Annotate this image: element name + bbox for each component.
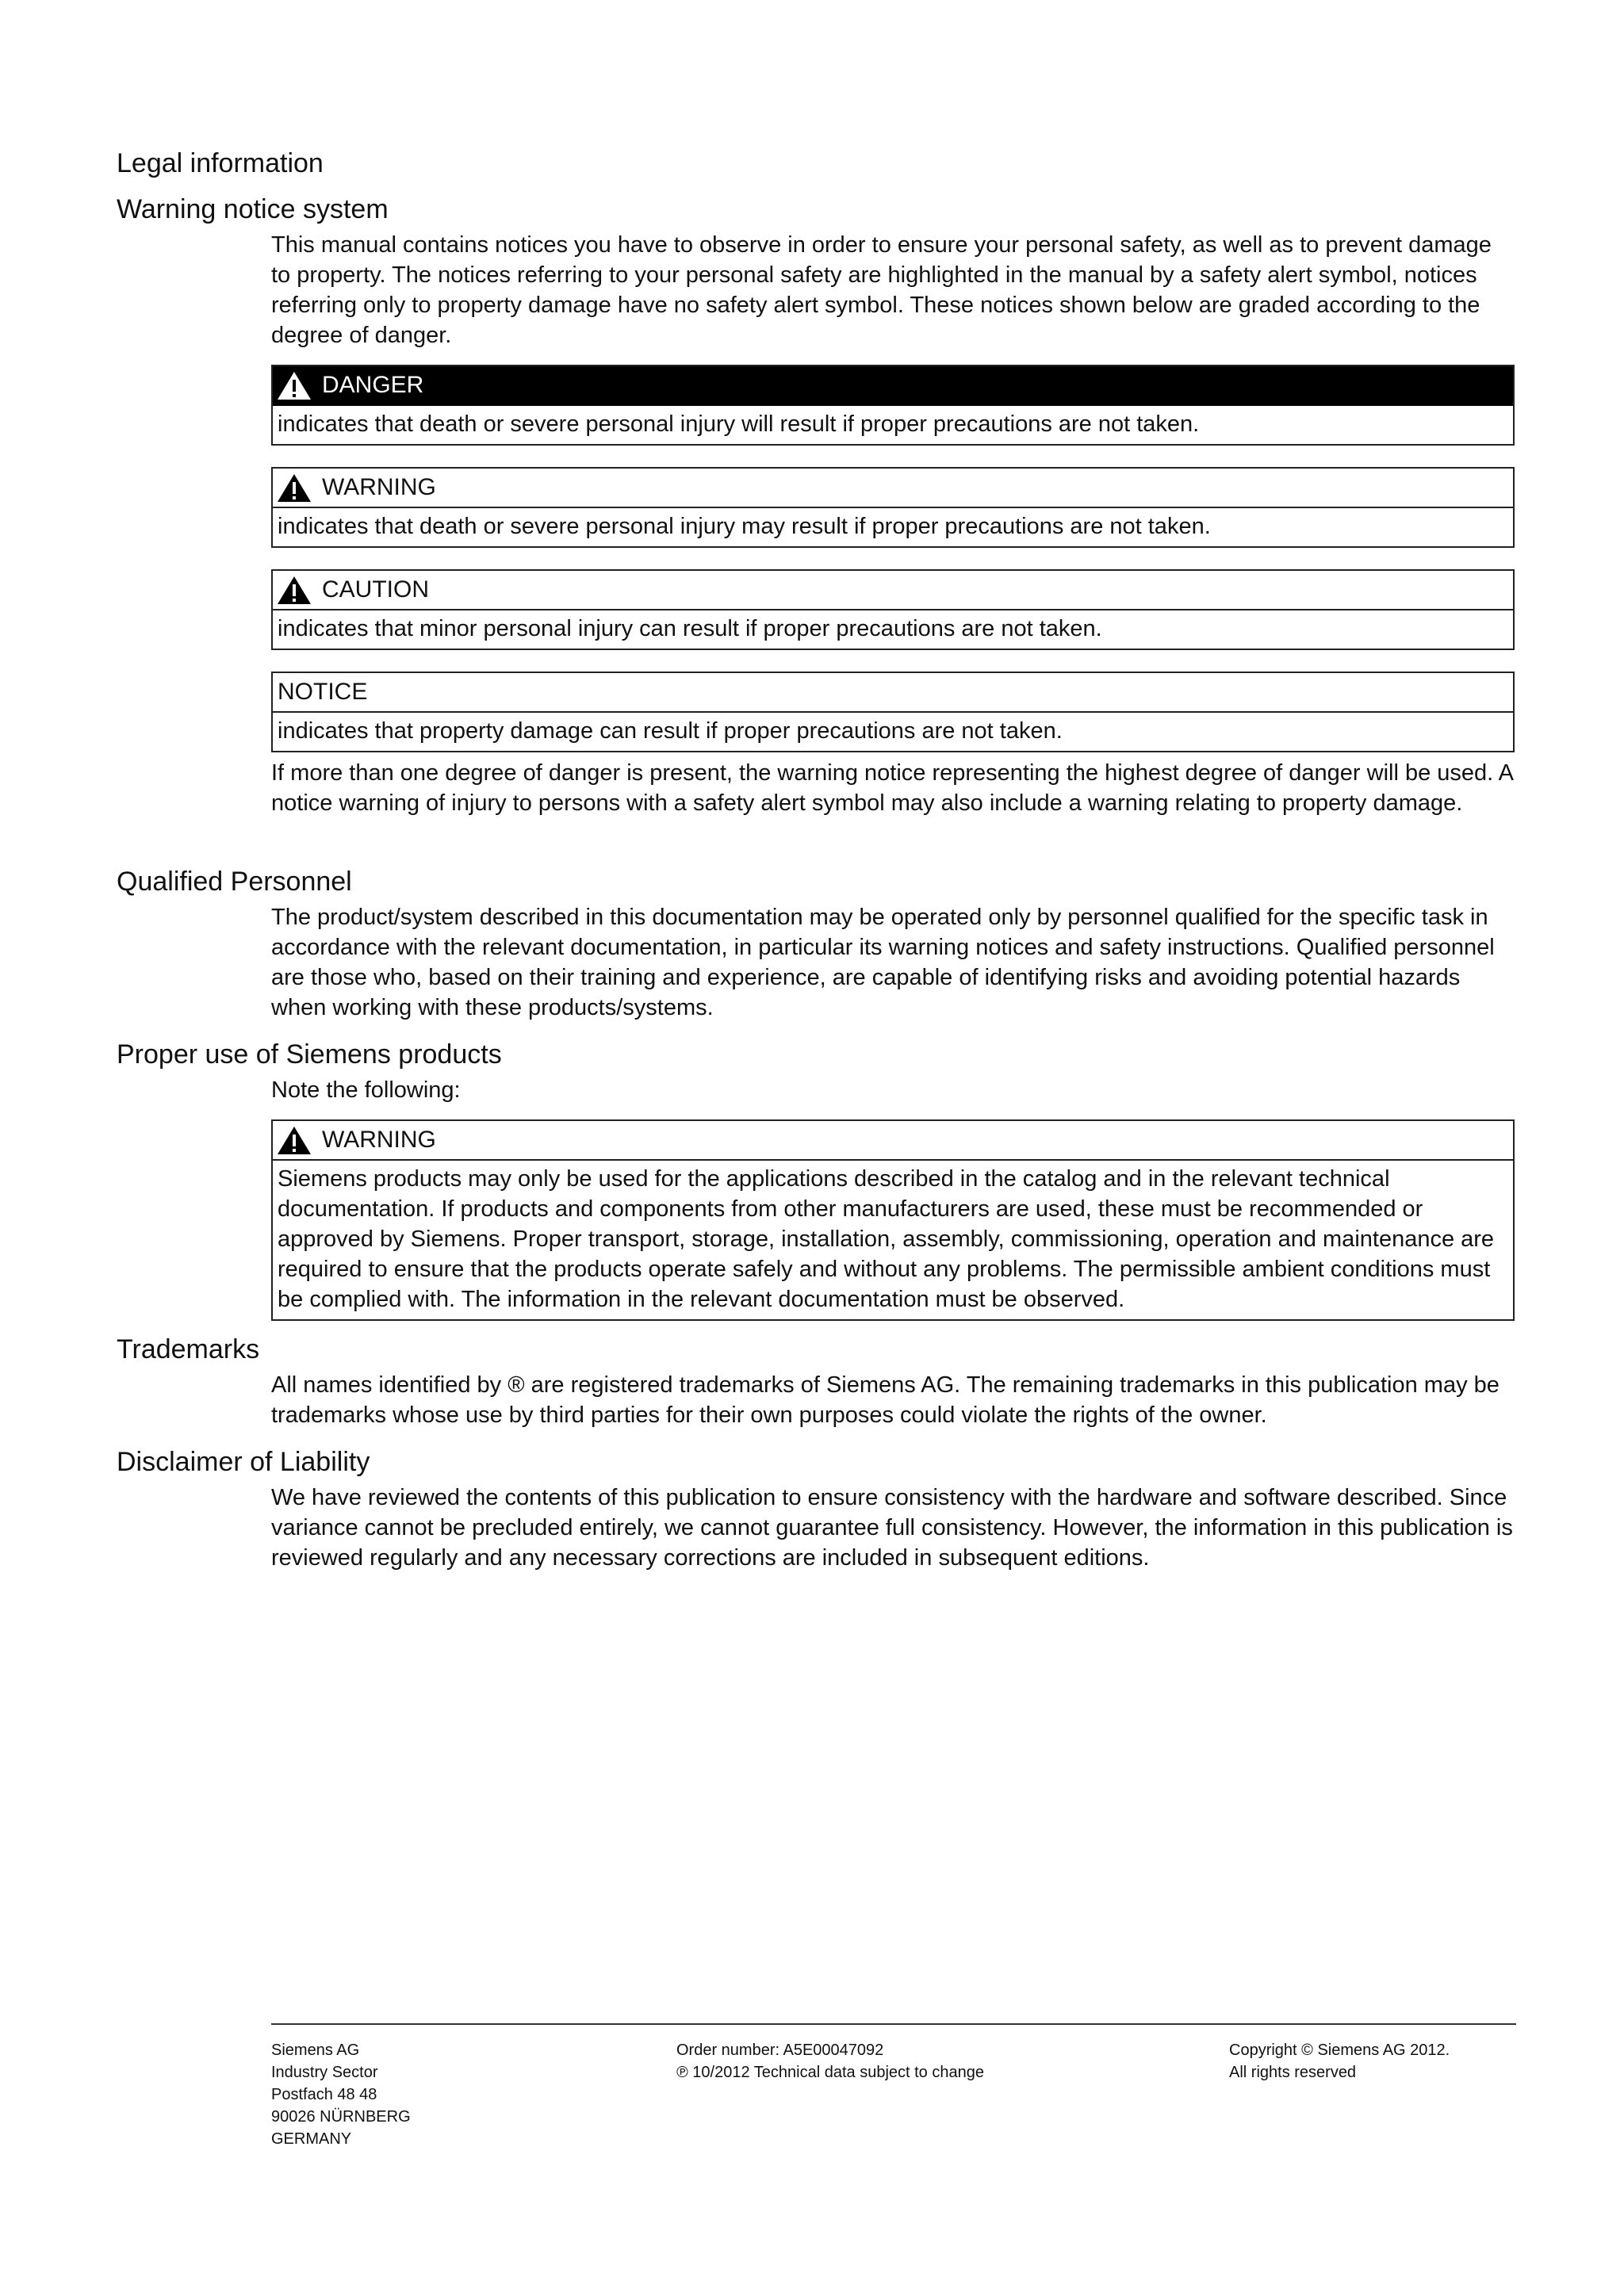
- danger-notice-header: [273, 366, 1513, 406]
- caution-text: indicates that minor personal injury can result if proper precautions are not taken.: [278, 616, 1102, 641]
- warning-system-heading: Warning notice system: [117, 194, 389, 224]
- proper-use-note: Note the following:: [271, 1077, 461, 1103]
- footer-order-line: ℗ 10/2012 Technical data subject to change: [676, 2064, 984, 2081]
- danger-label: DANGER: [322, 372, 424, 398]
- notice-notice-header: [273, 673, 1513, 713]
- disclaimer-text: We have reviewed the contents of this publication to ensure consistency with the hardware and software described. Since variance cannot be precluded entirely, we cannot guarantee full consistency. However, the information in this publication is reviewed regularly and any necessary corrections are included in subsequent editions.: [271, 1485, 1513, 1571]
- footer-order-info: [676, 2039, 984, 2084]
- qualified-personnel-text: The product/system described in this documentation may be operated only by personnel qualified for the specific task in accordance with the relevant documentation, in particular its warning notices and safety instructions. Qualified personnel are those who, based on their training and experience, are capable of identifying risks and avoiding potential hazards when working with these products/systems.: [271, 905, 1495, 1020]
- danger-notice: [271, 365, 1515, 446]
- footer-copyright: [1229, 2039, 1450, 2084]
- footer-order-line: Order number: A5E00047092: [676, 2042, 884, 2059]
- warning-triangle-icon: [276, 472, 312, 503]
- notice-text: indicates that property damage can result if proper precautions are not taken.: [278, 718, 1063, 744]
- warning-triangle-icon: [276, 1124, 312, 1156]
- footer-address-line: 90026 NÜRNBERG: [271, 2108, 411, 2126]
- proper-use-warning-notice: [271, 1119, 1515, 1321]
- proper-use-warning-header: [273, 1121, 1513, 1161]
- trademarks-text: All names identified by ® are registered trademarks of Siemens AG. The remaining trademarks in this publication may be trademarks whose use by third parties for their own purposes could violate the rights of the owner.: [271, 1372, 1500, 1428]
- proper-use-warning-label: WARNING: [322, 1127, 436, 1153]
- warning-system-outro: If more than one degree of danger is present, the warning notice representing the highest degree of danger will be used. A notice warning of injury to persons with a safety alert symbol may also include a warning relating to property damage.: [271, 760, 1513, 816]
- danger-text: indicates that death or severe personal injury will result if proper precautions are not taken.: [278, 411, 1200, 437]
- page-title: Legal information: [117, 148, 324, 178]
- caution-label: CAUTION: [322, 576, 429, 603]
- footer-address-line: GERMANY: [271, 2130, 352, 2148]
- caution-notice-header: [273, 571, 1513, 610]
- warning-triangle-icon: [276, 369, 312, 401]
- caution-notice: [271, 569, 1515, 650]
- footer-address-line: Industry Sector: [271, 2064, 378, 2081]
- proper-use-heading: Proper use of Siemens products: [117, 1039, 502, 1070]
- footer-address: [271, 2039, 411, 2150]
- footer-copyright-line: Copyright © Siemens AG 2012.: [1229, 2042, 1450, 2059]
- warning-system-intro: This manual contains notices you have to observe in order to ensure your personal safety, as well as to prevent damage to property. The notices referring to your personal safety are highlighted in the manual by a safety alert symbol, notices referring only to property damage have no safety alert symbol. These notices shown below are graded according to the degree of danger.: [271, 232, 1492, 348]
- notice-notice: [271, 672, 1515, 752]
- footer-address-line: Siemens AG: [271, 2042, 360, 2059]
- warning-text: indicates that death or severe personal injury may result if proper precautions are not taken.: [278, 514, 1211, 539]
- proper-use-warning-text: Siemens products may only be used for the applications described in the catalog and in the relevant technical documentation. If products and components from other manufacturers are used, these must be recommended or approved by Siemens. Proper transport, storage, installation, assembly, commissioning, operation and maintenance are required to ensure that the products operate safely and without any problems. The permissible ambient conditions must be complied with. The information in the relevant documentation must be observed.: [278, 1166, 1495, 1312]
- footer-copyright-line: All rights reserved: [1229, 2064, 1357, 2081]
- footer-address-line: Postfach 48 48: [271, 2086, 377, 2103]
- warning-notice-header: [273, 469, 1513, 508]
- disclaimer-heading: Disclaimer of Liability: [117, 1447, 370, 1477]
- warning-triangle-icon: [276, 574, 312, 606]
- warning-label: WARNING: [322, 474, 436, 500]
- footer-divider: [271, 2023, 1516, 2025]
- notice-label: NOTICE: [278, 679, 368, 705]
- trademarks-heading: Trademarks: [117, 1334, 260, 1364]
- warning-notice: [271, 467, 1515, 548]
- qualified-personnel-heading: Qualified Personnel: [117, 867, 352, 897]
